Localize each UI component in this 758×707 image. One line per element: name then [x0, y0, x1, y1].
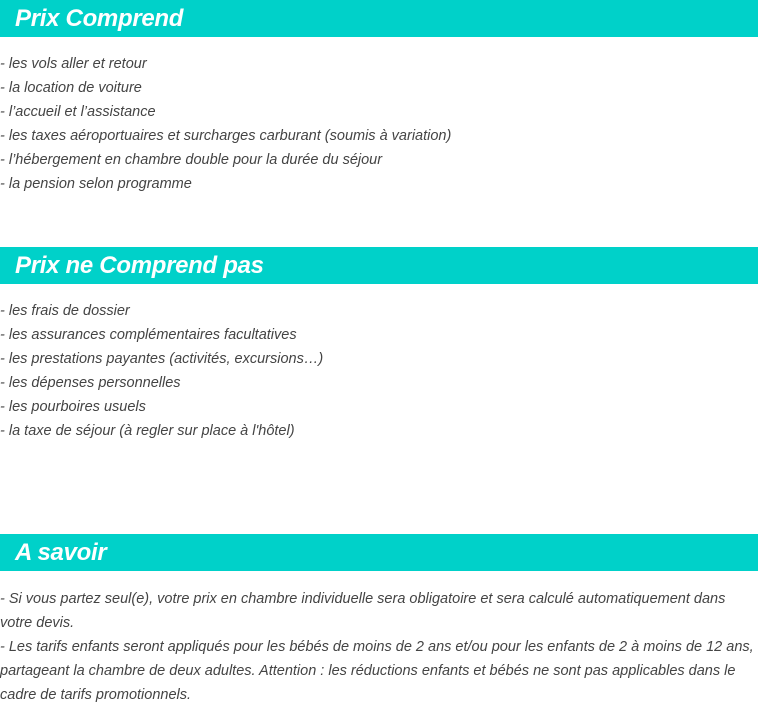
included-list — [0, 52, 451, 196]
list-item: - les vols aller et retour — [0, 56, 147, 72]
list-item: - les assurances complémentaires facultatives — [0, 327, 297, 343]
list-item: - les dépenses personnelles — [0, 375, 181, 391]
section-title-prix-comprend: Prix Comprend — [0, 0, 758, 37]
list-item: - la pension selon programme — [0, 176, 192, 192]
list-item: - la taxe de séjour (à regler sur place à l'hôtel) — [0, 423, 295, 439]
section-title-a-savoir: A savoir — [0, 534, 758, 571]
list-item: - l’accueil et l’assistance — [0, 104, 156, 120]
list-item: - la location de voiture — [0, 80, 142, 96]
list-item: - les taxes aéroportuaires et surcharges carburant (soumis à variation) — [0, 128, 452, 144]
list-item: - l’hébergement en chambre double pour la durée du séjour — [0, 152, 383, 168]
excluded-list — [0, 299, 323, 443]
section-title-prix-ne-comprend-pas: Prix ne Comprend pas — [0, 247, 758, 284]
info-paragraph: - Si vous partez seul(e), votre prix en chambre individuelle sera obligatoire et sera calculé automatiquement dans votre devis. — [0, 591, 726, 631]
list-item: - les pourboires usuels — [0, 399, 146, 415]
info-paragraph: - Les tarifs enfants seront appliqués pour les bébés de moins de 2 ans et/ou pour les enfants de 2 à moins de 12 ans, partageant la chambre de deux adultes. Attention : les réductions enfants et bébés ne sont pas applicables dans le cadre de tarifs promotionnels. — [0, 639, 754, 703]
info-paragraphs — [0, 587, 758, 707]
list-item: - les frais de dossier — [0, 303, 130, 319]
list-item: - les prestations payantes (activités, excursions…) — [0, 351, 324, 367]
